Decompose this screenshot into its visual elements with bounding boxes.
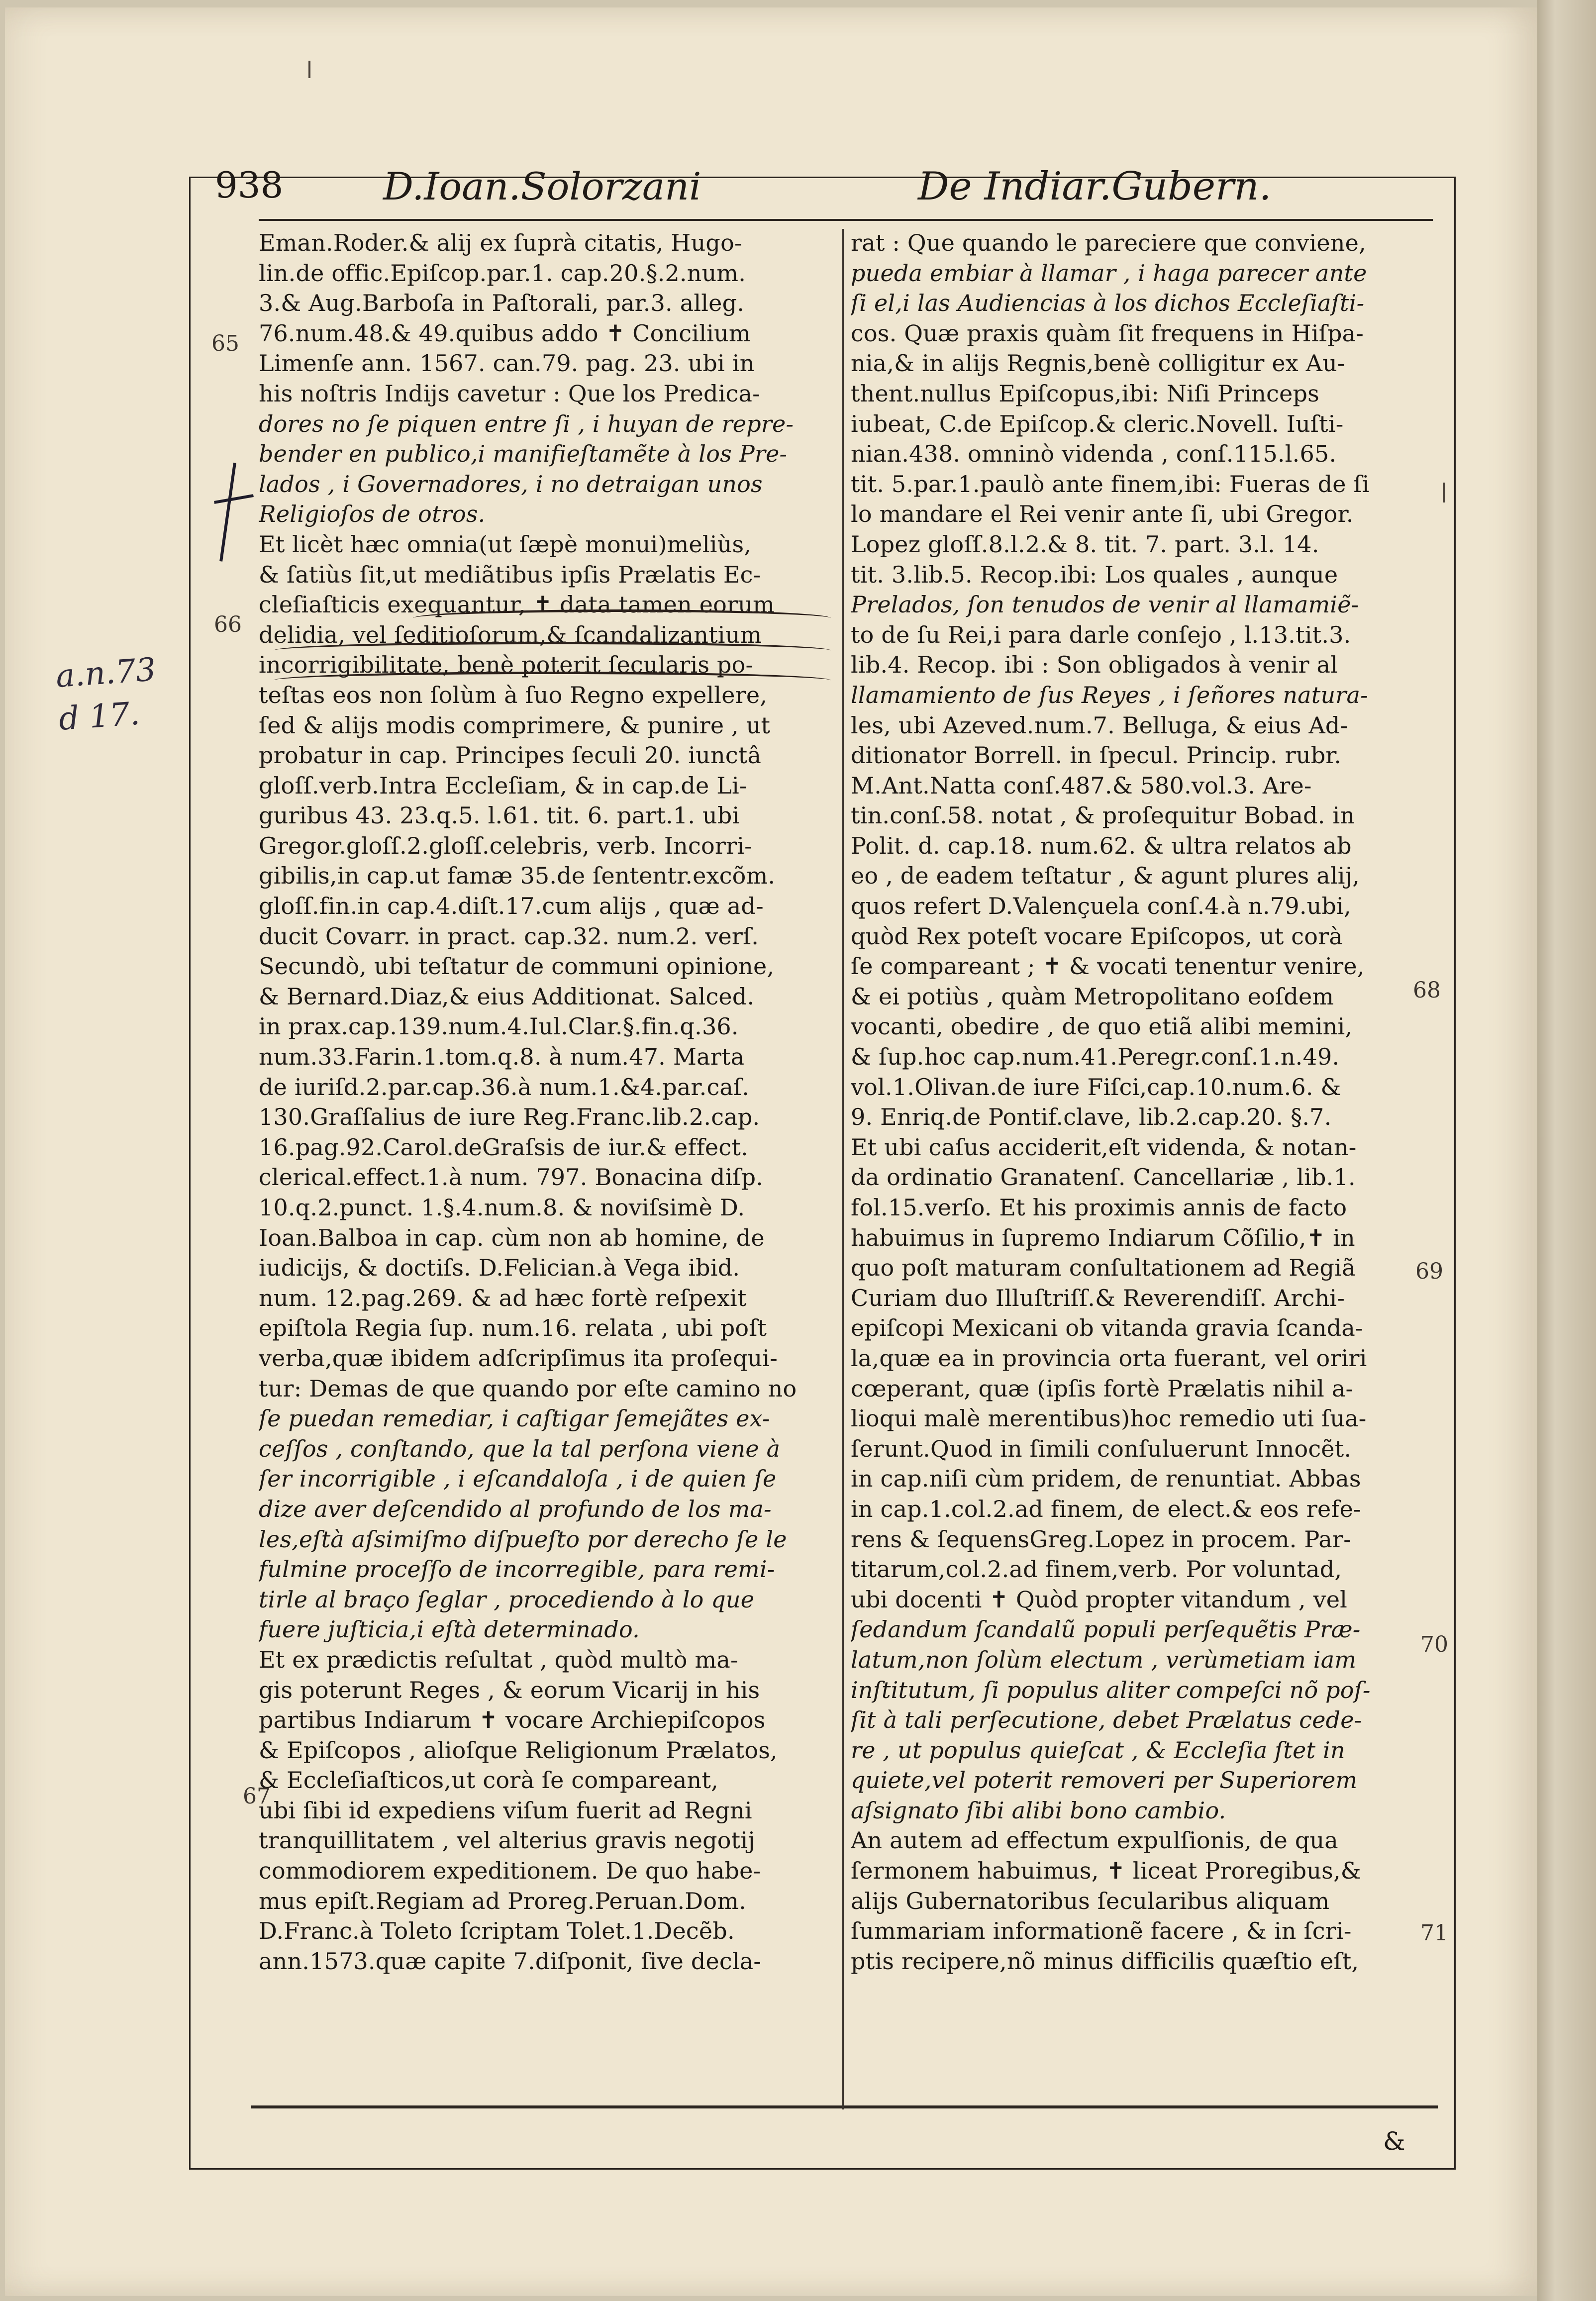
text-line: Et ex prædictis reſultat , quòd multò ma- xyxy=(259,1646,738,1673)
text-line: Eman.Roder.& alij ex ſuprà citatis, Hugo- xyxy=(259,229,742,256)
text-line: to de ſu Rei,i para darle conſejo , l.13.tit.3. xyxy=(851,621,1351,648)
text-line: teſtas eos non ſolùm à ſuo Regno expellere, xyxy=(259,681,768,708)
page-number: 938 xyxy=(215,164,284,206)
text-line: Ioan.Balboa in cap. cùm non ab homine, de xyxy=(259,1224,765,1251)
text-line: ſedandum ſcandalũ populi perſequẽtis Præ- xyxy=(851,1616,1361,1643)
text-line: commodiorem expeditionem. De quo habe- xyxy=(259,1857,761,1885)
text-line: quiete,vel poterit removeri per Superiorem xyxy=(851,1767,1358,1794)
text-line: & ei potiùs , quàm Metropolitano eoſdem xyxy=(851,983,1334,1010)
text-line: gloſſ.verb.Intra Eccleſiam, & in cap.de Li- xyxy=(259,772,747,799)
text-line: habuimus in ſupremo Indiarum Cõſilio,✝ in xyxy=(851,1224,1355,1251)
text-line: Et licèt hæc omnia(ut ſæpè monui)meliùs, xyxy=(259,530,752,558)
text-line: ann.1573.quæ capite 7.diſponit, ſive decla- xyxy=(259,1947,762,1975)
ink-mark xyxy=(308,61,310,78)
text-line: ſummariam informationẽ facere , & in ſcri- xyxy=(851,1917,1352,1945)
margin-number: 71 xyxy=(1420,1920,1448,1946)
text-line: dores no ſe piquen entre ſi , i huyan de repre- xyxy=(259,410,794,437)
margin-number: 67 xyxy=(243,1784,271,1809)
text-line: de iuriſd.2.par.cap.36.à num.1.&4.par.caſ. xyxy=(259,1073,750,1100)
text-line: guribus 43. 23.q.5. l.61. tit. 6. part.1. ubi xyxy=(259,802,740,829)
text-line: Et ubi caſus acciderit,eſt videnda, & notan- xyxy=(851,1133,1357,1161)
text-line: Prelados, ſon tenudos de venir al llamamiẽ- xyxy=(851,591,1359,618)
text-line: mus epiſt.Regiam ad Proreg.Peruan.Dom. xyxy=(259,1887,746,1914)
text-line: Religioſos de otros. xyxy=(259,500,486,528)
text-line: 3.& Aug.Barboſa in Paſtorali, par.3. alleg. xyxy=(259,290,745,317)
text-line: Lopez gloſſ.8.l.2.& 8. tit. 7. part. 3.l. 14. xyxy=(851,530,1319,558)
text-line: fulmine proceſſo de incorregible, para remi- xyxy=(259,1556,775,1583)
text-line: ceſſos , conſtando, que la tal perſona viene à xyxy=(259,1435,781,1462)
text-line: probatur in cap. Principes ſeculi 20. iunctâ xyxy=(259,742,762,769)
ink-underline xyxy=(413,609,831,627)
text-line: cos. Quæ praxis quàm ſit frequens in Hiſpa- xyxy=(851,319,1364,347)
head-rule xyxy=(259,219,1433,221)
running-head-title: De Indiar.Gubern. xyxy=(918,164,1272,209)
text-line: rat : Que quando le pareciere que conviene, xyxy=(851,229,1366,256)
text-line: lo mandare el Rei venir ante ſi, ubi Gregor. xyxy=(851,500,1354,528)
text-line: Secundò, ubi teſtatur de communi opinione, xyxy=(259,953,775,980)
text-line: num. 12.pag.269. & ad hæc fortè reſpexit xyxy=(259,1284,747,1311)
text-line: & ſatiùs ſit,ut mediãtibus ipſis Prælatis Ec- xyxy=(259,561,761,588)
text-line: cleſiaſticis exequantur, ✝ data tamen eorum xyxy=(259,591,775,618)
text-line: lioqui malè merentibus)hoc remedio uti ſua- xyxy=(851,1405,1367,1432)
text-line: & Bernard.Diaz,& eius Additionat. Salced. xyxy=(259,983,755,1010)
text-line: ſi el,i las Audiencias à los dichos Eccleſiaſti- xyxy=(851,290,1365,317)
text-line: lados , i Governadores, i no detraigan unos xyxy=(259,470,763,498)
text-line: M.Ant.Natta conſ.487.& 580.vol.3. Are- xyxy=(851,772,1312,799)
text-line: ſerunt.Quod in ſimili conſuluerunt Innocẽt. xyxy=(851,1435,1352,1462)
text-line: epiſtola Regia ſup. num.16. relata , ubi poſt xyxy=(259,1314,767,1342)
text-line: bender en publico,i manifieſtamẽte à los Pre- xyxy=(259,440,788,468)
text-line: Limenſe ann. 1567. can.79. pag. 23. ubi in xyxy=(259,350,755,377)
text-line: 9. Enriq.de Pontif.clave, lib.2.cap.20. §.7. xyxy=(851,1103,1332,1131)
manuscript-note-line: a.n.73 xyxy=(54,651,157,696)
text-line: fol.15.verſo. Et his proximis annis de facto xyxy=(851,1194,1347,1221)
text-line: partibus Indiarum ✝ vocare Archiepiſcopos xyxy=(259,1706,766,1734)
text-line: vocanti, obedire , de quo etiã alibi memini, xyxy=(851,1013,1353,1040)
text-line: inſtitutum, ſi populus aliter compeſci nõ poſ- xyxy=(851,1676,1371,1703)
column-rule xyxy=(842,229,844,2109)
manuscript-note-line: d 17. xyxy=(57,695,141,738)
margin-number: 65 xyxy=(211,331,239,356)
margin-number: 66 xyxy=(214,612,242,637)
text-line: iudicijs, & doctiſs. D.Felician.à Vega ibid. xyxy=(259,1254,740,1282)
text-line: aſsignato ſibi alibi bono cambio. xyxy=(851,1797,1226,1824)
text-line: fuere juſticia,i eſtà determinado. xyxy=(259,1616,640,1643)
text-line: lin.de offic.Epiſcop.par.1. cap.20.§.2.num. xyxy=(259,259,746,287)
text-line: & Eccleſiaſticos,ut corà ſe compareant, xyxy=(259,1767,718,1794)
text-line: llamamiento de ſus Reyes , i ſeñores natura- xyxy=(851,681,1368,708)
text-line: 16.pag.92.Carol.deGraſsis de iur.& effect. xyxy=(259,1133,748,1161)
text-line: verba,quæ ibidem adſcripſimus ita proſequi- xyxy=(259,1344,778,1372)
text-line: in cap.1.col.2.ad finem, de elect.& eos refe- xyxy=(851,1495,1361,1522)
text-line: D.Franc.à Toleto ſcriptam Tolet.1.Decẽb. xyxy=(259,1917,735,1945)
margin-number: 68 xyxy=(1413,978,1441,1003)
text-line: latum,non ſolùm electum , verùmetiam iam xyxy=(851,1646,1357,1673)
text-line: ſe compareant ; ✝ & vocati tenentur venire, xyxy=(851,953,1365,980)
text-line: gloſſ.fin.in cap.4.diſt.17.cum alijs , quæ ad- xyxy=(259,893,764,920)
manuscript-note xyxy=(54,648,160,741)
text-line: & Epiſcopos , alioſque Religionum Prælatos, xyxy=(259,1736,778,1764)
ink-underline xyxy=(274,672,831,689)
text-line: ubi docenti ✝ Quòd propter vitandum , vel xyxy=(851,1586,1348,1613)
text-line: nian.438. omninò videnda , conſ.115.l.65. xyxy=(851,440,1337,468)
text-line: 130.Graſſalius de iure Reg.Franc.lib.2.cap. xyxy=(259,1103,760,1131)
text-line: tit. 3.lib.5. Recop.ibi: Los quales , aunque xyxy=(851,561,1338,588)
text-line: incorrigibilitate, benè poterit ſecularis po- xyxy=(259,651,754,679)
text-line: epiſcopi Mexicani ob vitanda gravia ſcanda- xyxy=(851,1314,1363,1342)
running-head-author: D.Ioan.Solorzani xyxy=(383,164,701,208)
text-line: delidia, vel ſeditioſorum,& ſcandalizantium xyxy=(259,621,762,648)
text-line: in cap.niſi cùm pridem, de renuntiat. Abbas xyxy=(851,1465,1361,1493)
text-line: tur: Demas de que quando por eſte camino no xyxy=(259,1375,797,1402)
text-line: la,quæ ea in provincia orta fuerant, vel oriri xyxy=(851,1344,1367,1372)
text-line: clerical.effect.1.à num. 797. Bonacina diſp. xyxy=(259,1164,764,1191)
text-line: quos refert D.Valençuela conſ.4.à n.79.ubi, xyxy=(851,893,1351,920)
text-line: dize aver deſcendido al profundo de los ma- xyxy=(259,1495,772,1522)
text-line: ſer incorrigible , i eſcandaloſa , i de quien ſe xyxy=(259,1465,777,1493)
text-line: quòd Rex poteſt vocare Epiſcopos, ut corà xyxy=(851,922,1343,950)
margin-number: 70 xyxy=(1420,1632,1448,1657)
text-line: quo poſt maturam conſultationem ad Regiã xyxy=(851,1254,1356,1282)
text-line: ſed & alijs modis comprimere, & punire , ut xyxy=(259,711,771,739)
text-line: in prax.cap.139.num.4.Iul.Clar.§.fin.q.36. xyxy=(259,1013,739,1040)
text-line: les,eſtà aſsimiſmo diſpueſto por derecho ſe le xyxy=(259,1525,787,1553)
text-line: num.33.Farin.1.tom.q.8. à num.47. Marta xyxy=(259,1043,745,1071)
page-edge xyxy=(1537,0,1596,2301)
text-line: An autem ad effectum expulſionis, de qua xyxy=(851,1827,1338,1854)
text-line: Gregor.gloſſ.2.gloſſ.celebris, verb. Incorri- xyxy=(259,832,752,859)
text-line: tit. 5.par.1.paulò ante finem,ibi: Fueras de ſi xyxy=(851,470,1370,498)
text-line: thent.nullus Epiſcopus,ibi: Niſi Princeps xyxy=(851,380,1319,407)
text-line: lib.4. Recop. ibi : Son obligados à venir al xyxy=(851,651,1338,679)
text-line: tin.conſ.58. notat , & proſequitur Bobad. in xyxy=(851,802,1355,829)
text-line: 10.q.2.punct. 1.§.4.num.8. & noviſsimè D. xyxy=(259,1194,745,1221)
text-line: ducit Covarr. in pract. cap.32. num.2. verſ. xyxy=(259,922,759,950)
text-line: da ordinatio Granatenſ. Cancellariæ , lib.1. xyxy=(851,1164,1356,1191)
text-line: les, ubi Azeved.num.7. Belluga, & eius Ad- xyxy=(851,711,1348,739)
text-line: Polit. d. cap.18. num.62. & ultra relatos ab xyxy=(851,832,1352,859)
text-line: tranquillitatem , vel alterius gravis negotij xyxy=(259,1827,755,1854)
text-line: ptis recipere,nõ minus difficilis quæſtio eſt, xyxy=(851,1947,1359,1975)
text-line: gibilis,in cap.ut famæ 35.de ſententr.excõm. xyxy=(259,862,776,890)
text-line: ditionator Borrell. in ſpecul. Princip. rubr. xyxy=(851,742,1342,769)
text-line: titarum,col.2.ad finem,verb. Por voluntad, xyxy=(851,1556,1342,1583)
text-line: ſit à tali perſecutione, debet Prælatus cede- xyxy=(851,1706,1362,1734)
text-line: eo , de eadem teſtatur , & agunt plures alij, xyxy=(851,862,1360,890)
text-line: pueda embiar à llamar , i haga parecer ante xyxy=(851,259,1367,287)
text-line: ſe puedan remediar, i caſtigar ſemejãtes ex- xyxy=(259,1405,770,1432)
text-line: rens & ſequensGreg.Lopez in procem. Par- xyxy=(851,1525,1351,1553)
text-line: gis poterunt Reges , & eorum Vicarij in his xyxy=(259,1676,760,1703)
right-column xyxy=(851,228,1433,1976)
text-line: re , ut populus quieſcat , & Eccleſia ſtet in xyxy=(851,1736,1345,1764)
bottom-rule xyxy=(251,2105,1438,2108)
text-line: iubeat, C.de Epiſcop.& cleric.Novell. Iuſti- xyxy=(851,410,1344,437)
text-line: Curiam duo Illuſtriſſ.& Reverendiſſ. Archi- xyxy=(851,1284,1345,1311)
margin-number: 69 xyxy=(1415,1259,1443,1284)
text-line: & ſup.hoc cap.num.41.Peregr.conſ.1.n.49. xyxy=(851,1043,1340,1071)
text-line: nia,& in alijs Regnis,benè colligitur ex Au- xyxy=(851,350,1345,377)
text-line: ubi ſibi id expediens viſum fuerit ad Regni xyxy=(259,1797,752,1824)
text-line: vol.1.Olivan.de iure Fiſci,cap.10.num.6. & xyxy=(851,1073,1341,1100)
text-line: cœperant, quæ (ipſis fortè Prælatis nihil a- xyxy=(851,1375,1354,1402)
text-line: 76.num.48.& 49.quibus addo ✝ Concilium xyxy=(259,319,751,347)
ink-underline xyxy=(274,642,831,659)
catchword: & xyxy=(1383,2127,1405,2156)
text-line: his noſtris Indijs cavetur : Que los Predica- xyxy=(259,380,760,407)
left-column xyxy=(259,228,836,1976)
text-line: alijs Gubernatoribus ſecularibus aliquam xyxy=(851,1887,1330,1914)
text-line: ſermonem habuimus, ✝ liceat Proregibus,& xyxy=(851,1857,1361,1885)
text-line: tirle al braço ſeglar , procediendo à lo que xyxy=(259,1586,755,1613)
